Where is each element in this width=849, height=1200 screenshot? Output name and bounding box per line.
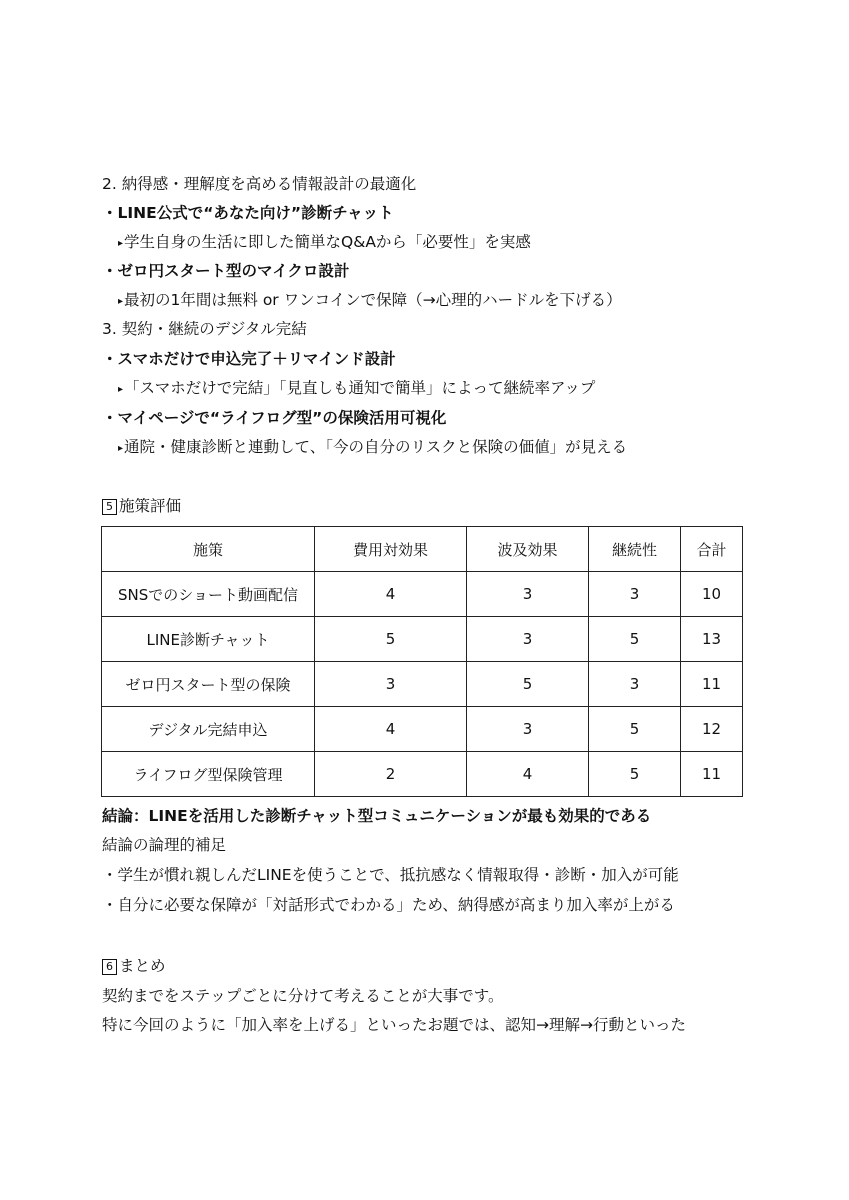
section-3-bullet-mypage: ・マイページで“ライフログ型”の保険活用可視化 [102,409,447,427]
section-3-sub-mypage [118,437,627,460]
table-cell: 12 [680,707,742,752]
table-header-row [102,527,743,572]
table-cell: 3 [588,572,680,617]
header-ripple-effect: 波及効果 [466,527,588,572]
boxed-number-5: 5 [102,499,117,515]
header-measure: 施策 [102,527,315,572]
table-cell: 5 [466,662,588,707]
triangle-bullet-icon: ▸ [118,384,124,395]
summary-line-1: 契約までをステップごとに分けて考えることが大事です。 [102,987,504,1005]
table-cell: ゼロ円スタート型の保険 [102,662,315,707]
table-row [102,617,743,662]
section-3-sub-smartphone [118,378,595,401]
table-cell: 2 [315,752,467,797]
table-cell: 5 [588,707,680,752]
table-cell: ライフログ型保険管理 [102,752,315,797]
header-total: 合計 [680,527,742,572]
evaluation-title: 施策評価 [119,497,182,515]
table-row [102,707,743,752]
table-cell: 3 [466,707,588,752]
section-2-sub-chat-text: 学生自身の生活に即した簡単なQ&Aから「必要性」を実感 [124,233,531,251]
section-2-sub-zero-yen-text: 最初の1年間は無料 or ワンコインで保障（→心理的ハードルを下げる） [124,291,622,309]
conclusion-main: 結論：LINEを活用した診断チャット型コミュニケーションが最も効果的である [102,807,652,825]
triangle-bullet-icon: ▸ [118,443,124,454]
table-cell: 5 [315,617,467,662]
section-2-bullet-zero-yen: ・ゼロ円スタート型のマイクロ設計 [102,262,350,280]
evaluation-table [101,526,743,797]
table-cell: SNSでのショート動画配信 [102,572,315,617]
section-2-sub-chat [118,232,531,255]
table-cell: 4 [315,707,467,752]
table-cell: 3 [588,662,680,707]
table-cell: 4 [315,572,467,617]
table-cell: 11 [680,752,742,797]
table-cell: 13 [680,617,742,662]
table-cell: LINE診断チャット [102,617,315,662]
section-3-heading: 3. 契約・継続のデジタル完結 [102,320,307,338]
table-row [102,572,743,617]
triangle-bullet-icon: ▸ [118,296,124,307]
table-cell: 11 [680,662,742,707]
table-cell: 3 [466,572,588,617]
table-row [102,662,743,707]
section-2-bullet-line-chat: ・LINE公式で“あなた向け”診断チャット [102,204,394,222]
section-2-heading: 2. 納得感・理解度を高める情報設計の最適化 [102,175,417,193]
header-continuity: 継続性 [588,527,680,572]
summary-title: まとめ [119,957,166,975]
table-cell: 4 [466,752,588,797]
conclusion-point-line: ・学生が慣れ親しんだLINEを使うことで、抵抗感なく情報取得・診断・加入が可能 [102,866,679,884]
table-cell: 10 [680,572,742,617]
section-3-sub-mypage-text: 通院・健康診断と連動して、「今の自分のリスクと保険の価値」が見える [124,438,628,456]
boxed-number-6: 6 [102,959,117,975]
table-cell: 3 [315,662,467,707]
table-cell: 5 [588,617,680,662]
section-3-sub-smartphone-text: 「スマホだけで完結」「見直しも通知で簡単」によって継続率アップ [124,379,596,397]
triangle-bullet-icon: ▸ [118,238,124,249]
table-row [102,752,743,797]
conclusion-supplement-title: 結論の論理的補足 [102,836,227,854]
header-cost-effectiveness: 費用対効果 [315,527,467,572]
table-cell: デジタル完結申込 [102,707,315,752]
table-cell: 5 [588,752,680,797]
section-2-sub-zero-yen [118,290,622,313]
summary-heading [102,956,166,976]
table-cell: 3 [466,617,588,662]
section-3-bullet-smartphone: ・スマホだけで申込完了＋リマインド設計 [102,350,396,368]
summary-line-2: 特に今回のように「加入率を上げる」といったお題では、認知→理解→行動といった [102,1016,686,1034]
evaluation-heading [102,496,181,516]
conclusion-point-dialogue: ・自分に必要な保障が「対話形式でわかる」ため、納得感が高まり加入率が上がる [102,896,675,914]
